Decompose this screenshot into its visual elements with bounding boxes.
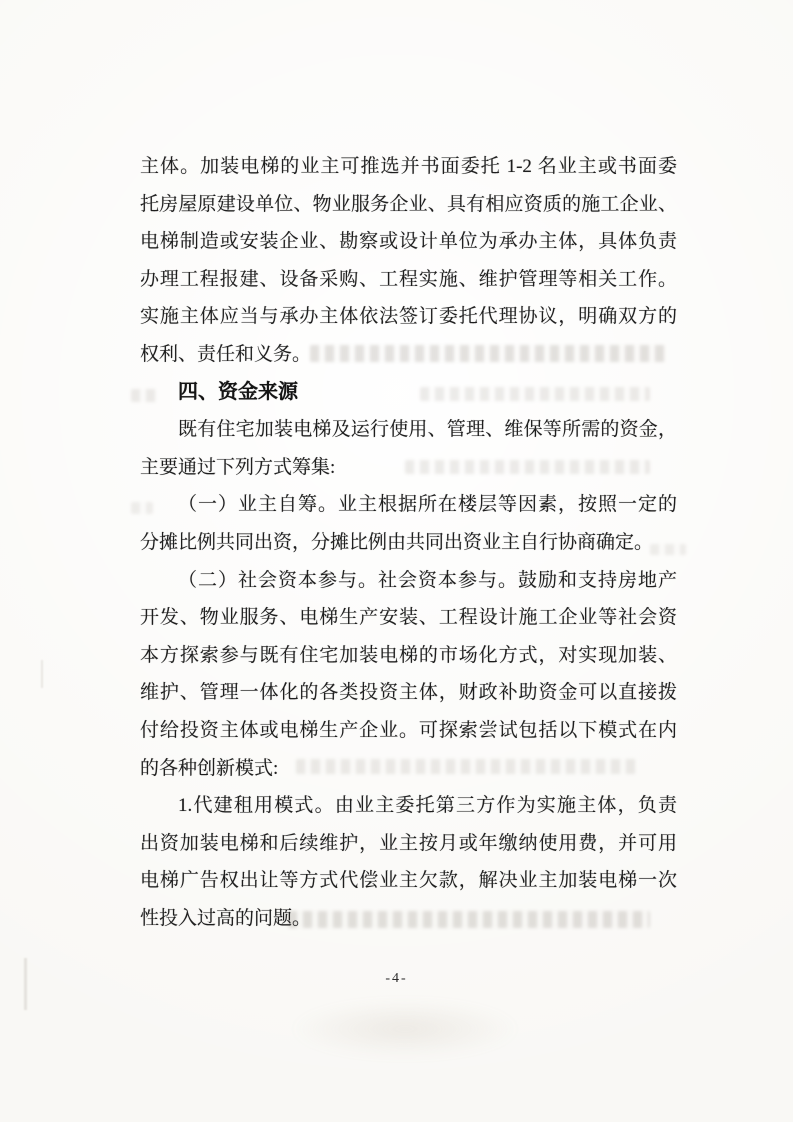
scan-stain-artifact bbox=[290, 1000, 520, 1058]
paragraph bbox=[140, 787, 677, 937]
text-line: 办理工程报建、设备采购、工程实施、维护管理等相关工作。 bbox=[140, 268, 677, 290]
text-line: 出资加装电梯和后续维护，业主按月或年缴纳使用费，并可用 bbox=[140, 832, 677, 854]
text-line: 权利、责任和义务。 bbox=[140, 343, 312, 365]
text-line: 实施主体应当与承办主体依法签订委托代理协议，明确双方的 bbox=[140, 306, 677, 328]
paragraph bbox=[140, 148, 677, 374]
text-line: 电梯制造或安装企业、勘察或设计单位为承办主体，具体负责 bbox=[140, 231, 677, 253]
text-line: 电梯广告权出让等方式代偿业主欠款，解决业主加装电梯一次 bbox=[140, 870, 677, 892]
text-column bbox=[140, 148, 677, 937]
text-line: 主要通过下列方式筹集: bbox=[140, 456, 336, 478]
page-number: -4- bbox=[385, 971, 408, 986]
text-line: 四、资金来源 bbox=[178, 380, 298, 403]
text-line: （一）业主自筹。业主根据所在楼层等因素，按照一定的 bbox=[178, 494, 677, 516]
text-line: 主体。加装电梯的业主可推选并书面委托 1-2 名业主或书面委 bbox=[140, 156, 677, 177]
text-line: 性投入过高的问题。 bbox=[140, 907, 312, 929]
paragraph bbox=[140, 411, 677, 486]
paragraph bbox=[140, 562, 677, 788]
text-line: 开发、物业服务、电梯生产安装、工程设计施工企业等社会资 bbox=[140, 607, 677, 629]
text-line: 本方探索参与既有住宅加装电梯的市场化方式，对实现加装、 bbox=[140, 644, 677, 666]
paragraph bbox=[140, 486, 677, 561]
text-line: 付给投资主体或电梯生产企业。可探索尝试包括以下模式在内 bbox=[140, 719, 677, 741]
text-line: 的各种创新模式: bbox=[140, 757, 279, 779]
scan-edge-artifact bbox=[41, 660, 43, 688]
text-line: （二）社会资本参与。社会资本参与。鼓励和支持房地产 bbox=[178, 569, 677, 591]
section-heading bbox=[140, 374, 677, 412]
text-line: 既有住宅加装电梯及运行使用、管理、维保等所需的资金， bbox=[178, 419, 677, 441]
text-line: 分摊比例共同出资，分摊比例由共同出资业主自行协商确定。 bbox=[140, 531, 654, 553]
text-line: 维护、管理一体化的各类投资主体，财政补助资金可以直接拨 bbox=[140, 682, 677, 704]
text-line: 1.代建租用模式。由业主委托第三方作为实施主体，负责 bbox=[178, 795, 677, 817]
text-line: 托房屋原建设单位、物业服务企业、具有相应资质的施工企业、 bbox=[140, 193, 677, 215]
